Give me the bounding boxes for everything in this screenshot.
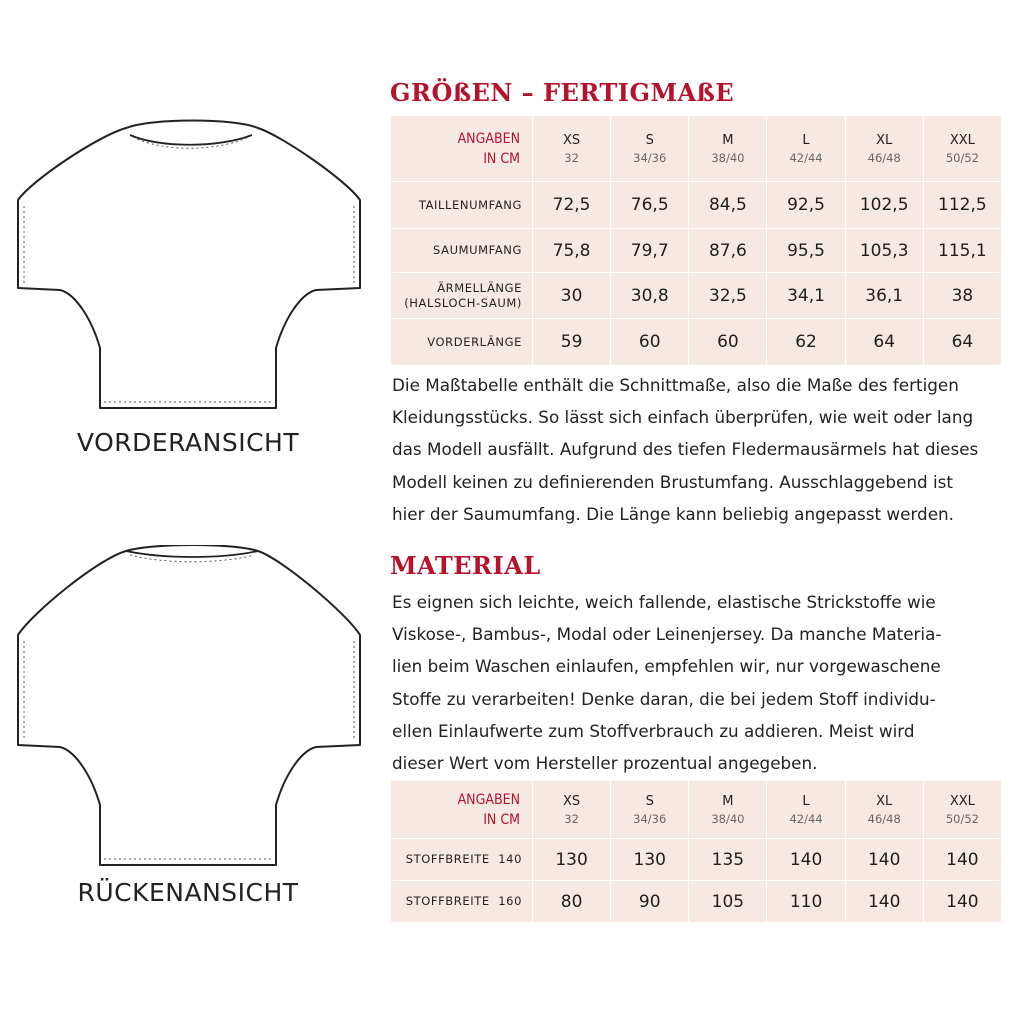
table-cell: 36,1	[845, 273, 923, 319]
size-code: L	[802, 132, 810, 148]
size-number: 38/40	[711, 150, 745, 165]
size-header-xs	[533, 116, 611, 182]
size-number: 46/48	[867, 150, 901, 165]
table-header-label	[391, 116, 533, 182]
row-label: STOFFBREITE 140	[391, 839, 533, 881]
size-number: 32	[564, 150, 579, 165]
back-view-label: RÜCKENANSICHT	[77, 878, 299, 907]
back-view-drawing	[14, 545, 374, 885]
size-code: L	[802, 793, 810, 809]
row-label	[391, 273, 533, 319]
size-code: XXL	[949, 132, 975, 148]
sizes-table-header-row	[391, 116, 1002, 182]
table-cell: 30,8	[611, 273, 689, 319]
table-cell: 110	[767, 881, 845, 923]
header-label-line2: IN CM	[483, 811, 520, 828]
text-line: Stoffe zu verarbeiten! Denke daran, die bei jedem Stoff individu-	[392, 688, 936, 709]
size-number: 42/44	[789, 150, 823, 165]
table-cell: 80	[533, 881, 611, 923]
table-cell: 135	[689, 839, 767, 881]
size-header-xl	[845, 781, 923, 839]
text-line: Modell keinen zu definierenden Brustumfang. Ausschlaggebend ist	[392, 471, 953, 492]
table-cell: 102,5	[845, 182, 923, 229]
fabric-table-header-row	[391, 781, 1002, 839]
table-cell: 105,3	[845, 229, 923, 273]
size-code: XXL	[949, 793, 975, 809]
text-line: Viskose-, Bambus-, Modal oder Leinenjersey. Da manche Materia-	[392, 624, 942, 645]
table-cell: 72,5	[533, 182, 611, 229]
table-row-saumumfang	[391, 229, 1002, 273]
size-number: 42/44	[789, 811, 823, 826]
material-description	[392, 586, 1007, 779]
size-number: 32	[564, 811, 579, 826]
size-code: S	[645, 132, 654, 148]
text-line: Kleidungsstücks. So lässt sich einfach überprüfen, wie weit oder lang	[392, 407, 974, 428]
table-cell: 32,5	[689, 273, 767, 319]
size-code: XL	[876, 132, 893, 148]
size-code: XS	[562, 132, 581, 148]
row-label-line2: (HALSLOCH-SAUM)	[404, 295, 522, 310]
front-view-drawing	[14, 88, 374, 428]
row-label-line1: ÄRMELLÄNGE	[437, 280, 522, 295]
table-row-aermellaenge	[391, 273, 1002, 319]
row-label: STOFFBREITE 160	[391, 881, 533, 923]
size-header-l	[767, 116, 845, 182]
table-cell: 38	[923, 273, 1001, 319]
table-header-label	[391, 781, 533, 839]
table-cell: 115,1	[923, 229, 1001, 273]
size-header-m	[689, 116, 767, 182]
text-line: Die Maßtabelle enthält die Schnittmaße, also die Maße des fertigen	[392, 375, 959, 395]
sizes-section-title: GRÖßEN – FERTIGMAßE	[390, 78, 735, 107]
table-cell: 87,6	[689, 229, 767, 273]
table-cell: 130	[533, 839, 611, 881]
size-number: 46/48	[867, 811, 901, 826]
size-header-s	[611, 781, 689, 839]
header-label-line2: IN CM	[483, 150, 520, 167]
size-code: XL	[876, 793, 893, 809]
row-label: SAUMUMFANG	[391, 229, 533, 273]
front-view-label: VORDERANSICHT	[76, 428, 300, 457]
table-cell: 75,8	[533, 229, 611, 273]
size-header-xs	[533, 781, 611, 839]
table-cell: 92,5	[767, 182, 845, 229]
table-cell: 30	[533, 273, 611, 319]
table-cell: 140	[923, 839, 1001, 881]
text-line: lien beim Waschen einlaufen, empfehlen wir, nur vorgewaschene	[392, 656, 941, 677]
size-header-s	[611, 116, 689, 182]
size-header-xxl	[923, 781, 1001, 839]
size-code: M	[722, 793, 734, 809]
size-header-xl	[845, 116, 923, 182]
material-section-title: MATERIAL	[390, 551, 541, 580]
text-line: hier der Saumumfang. Die Länge kann beliebig angepasst werden.	[392, 503, 955, 524]
row-label: VORDERLÄNGE	[391, 319, 533, 366]
table-cell: 79,7	[611, 229, 689, 273]
size-number: 50/52	[945, 150, 979, 165]
table-cell: 76,5	[611, 182, 689, 229]
text-line: Es eignen sich leichte, weich fallende, elastische Strickstoffe wie	[392, 592, 936, 612]
text-line: das Modell ausfällt. Aufgrund des tiefen Fledermausärmels hat dieses	[392, 439, 979, 460]
table-cell: 140	[767, 839, 845, 881]
table-cell: 140	[845, 839, 923, 881]
size-number: 34/36	[633, 811, 667, 826]
table-cell: 140	[845, 881, 923, 923]
table-cell: 84,5	[689, 182, 767, 229]
table-cell: 112,5	[923, 182, 1001, 229]
table-row-stoffbreite-160	[391, 881, 1002, 923]
table-row-taillenumfang	[391, 182, 1002, 229]
table-cell: 34,1	[767, 273, 845, 319]
table-row-vorderlaenge	[391, 319, 1002, 366]
text-line: ellen Einlaufwerte zum Stoffverbrauch zu addieren. Meist wird	[392, 720, 915, 741]
sizes-description	[392, 369, 1007, 530]
row-label: TAILLENUMFANG	[391, 182, 533, 229]
table-row-stoffbreite-140	[391, 839, 1002, 881]
fabric-width-table	[390, 780, 1002, 923]
size-header-xxl	[923, 116, 1001, 182]
size-number: 34/36	[633, 150, 667, 165]
size-header-l	[767, 781, 845, 839]
size-number: 38/40	[711, 811, 745, 826]
table-cell: 140	[923, 881, 1001, 923]
table-cell: 60	[611, 319, 689, 366]
header-label-line1: ANGABEN	[457, 130, 520, 147]
size-code: XS	[562, 793, 581, 809]
size-header-m	[689, 781, 767, 839]
size-code: M	[722, 132, 734, 148]
size-number: 50/52	[945, 811, 979, 826]
text-line: dieser Wert vom Hersteller prozentual angegeben.	[392, 753, 818, 774]
table-cell: 64	[845, 319, 923, 366]
table-cell: 95,5	[767, 229, 845, 273]
table-cell: 60	[689, 319, 767, 366]
table-cell: 130	[611, 839, 689, 881]
size-code: S	[645, 793, 654, 809]
sizes-table	[390, 115, 1002, 366]
table-cell: 90	[611, 881, 689, 923]
table-cell: 64	[923, 319, 1001, 366]
table-cell: 59	[533, 319, 611, 366]
table-cell: 105	[689, 881, 767, 923]
header-label-line1: ANGABEN	[457, 791, 520, 808]
table-cell: 62	[767, 319, 845, 366]
